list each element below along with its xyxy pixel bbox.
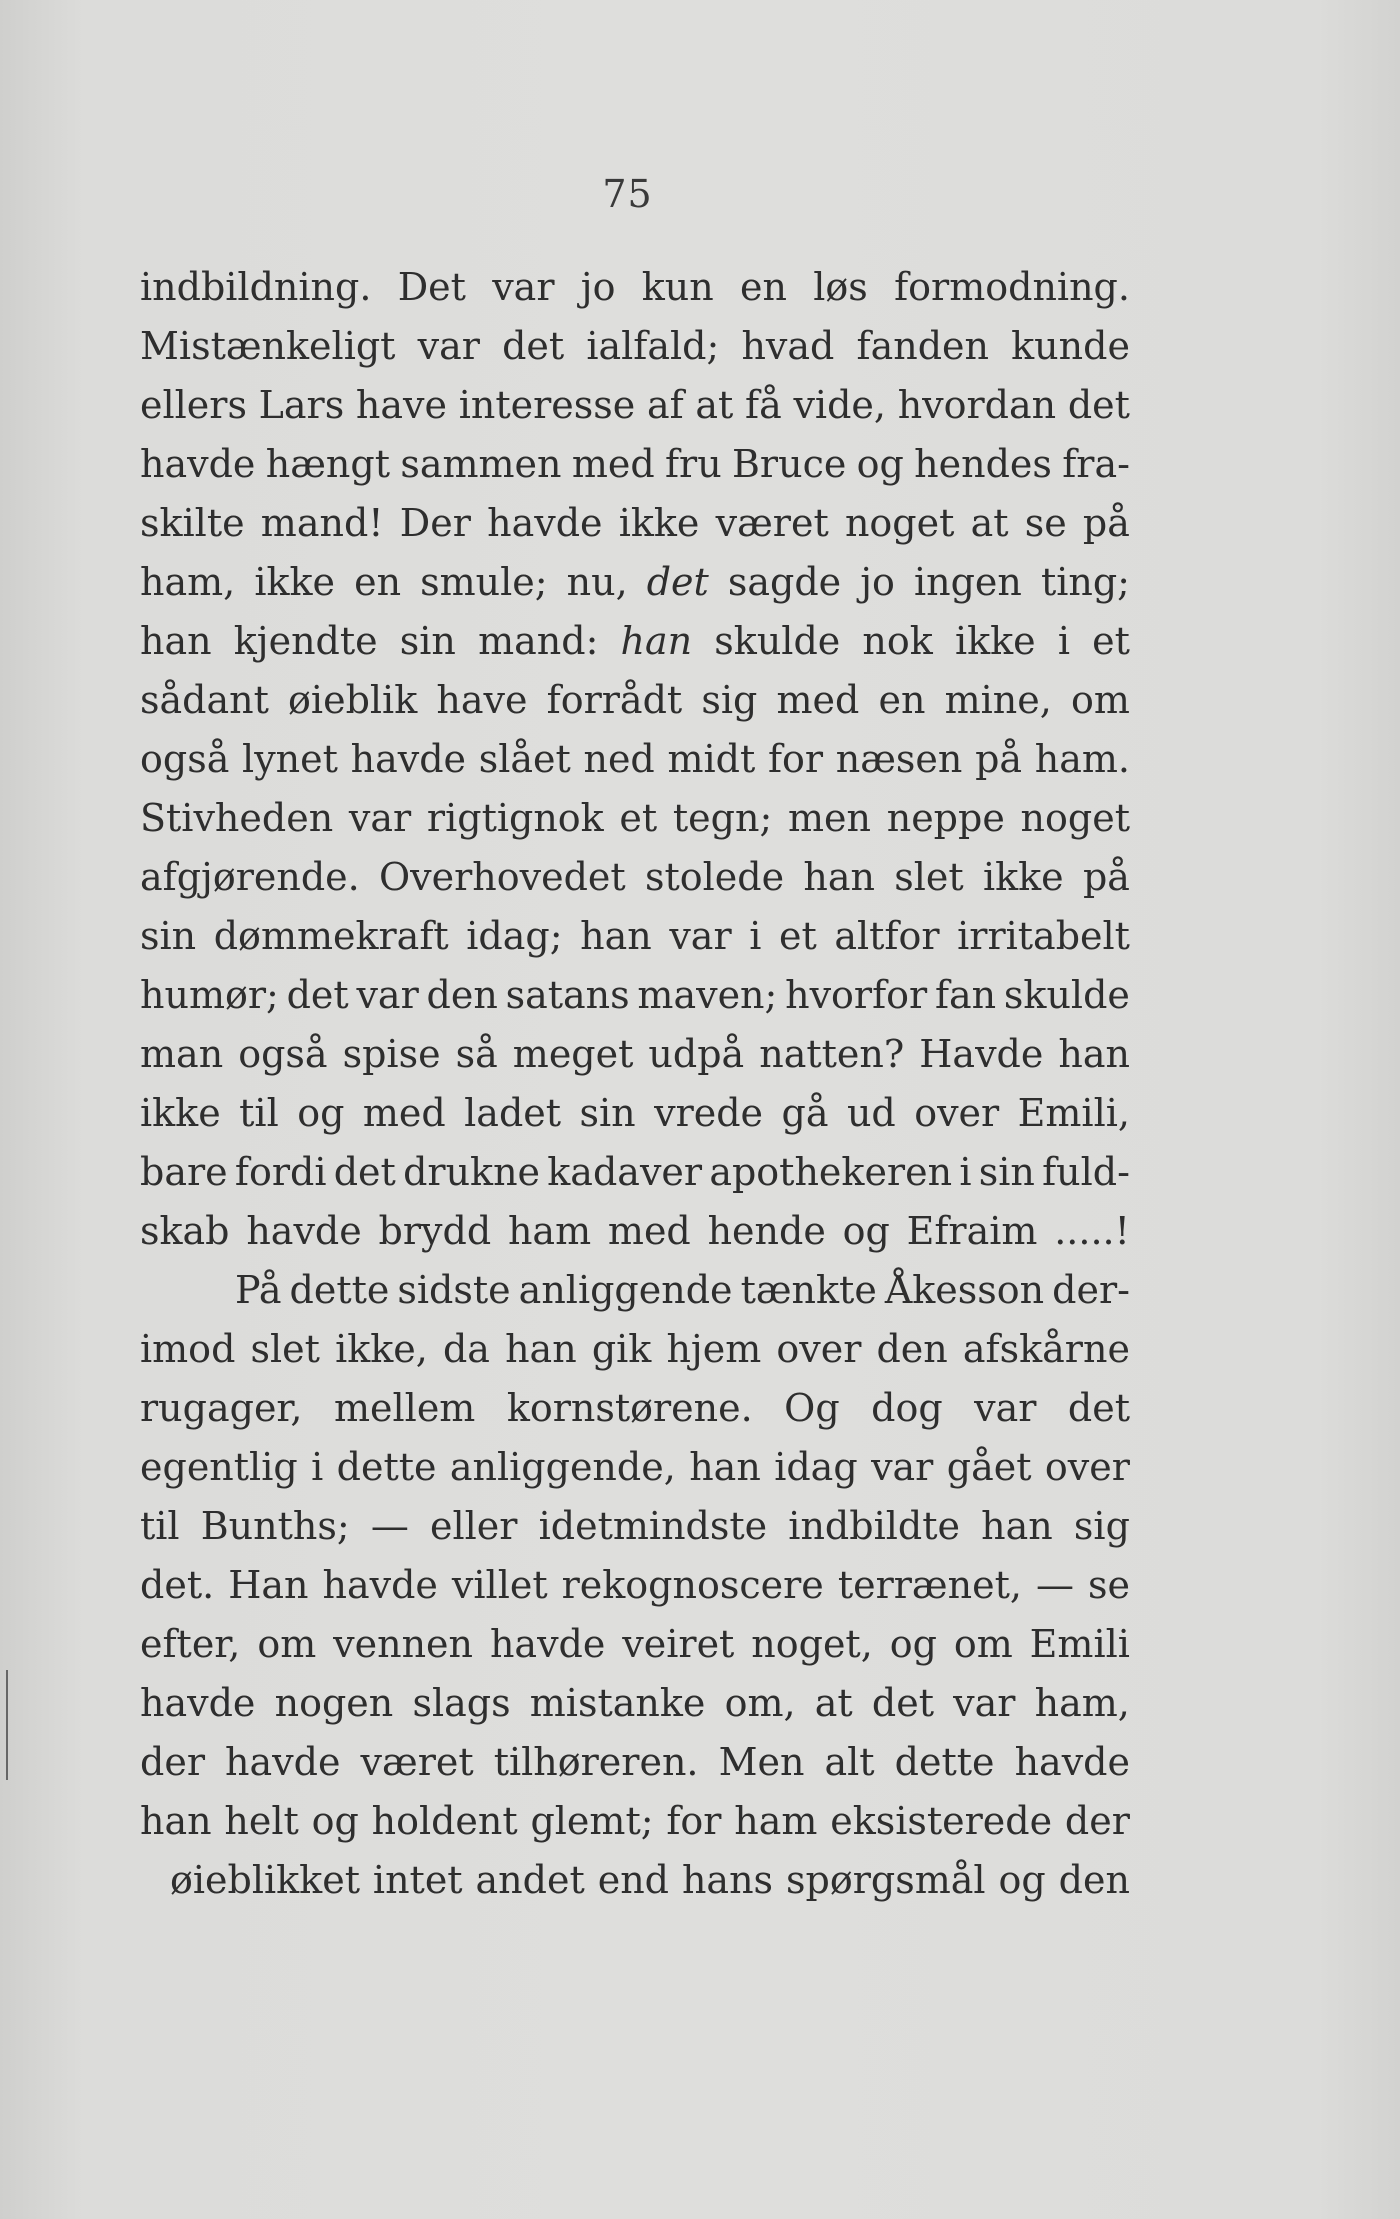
word: satans (505, 973, 630, 1017)
word: med (362, 1091, 446, 1135)
word: sammen (400, 442, 562, 486)
word: han (140, 619, 212, 663)
word: ham (507, 1209, 592, 1253)
word: han (803, 855, 875, 899)
word: da (442, 1327, 490, 1371)
word: maven; (637, 973, 778, 1017)
word: interesse (458, 383, 636, 427)
word: havde (246, 1209, 362, 1253)
word: ialfald; (586, 324, 720, 368)
text-line (140, 1674, 1130, 1733)
word: intet (372, 1858, 463, 1902)
word: meget (512, 1032, 634, 1076)
word: sidste (397, 1268, 511, 1312)
word: vennen (333, 1622, 474, 1666)
word: få (745, 383, 782, 427)
word: have (355, 383, 448, 427)
word: se (1087, 1563, 1130, 1607)
word: sin (579, 1091, 636, 1135)
word: spørgsmål (786, 1858, 986, 1902)
word: spise (342, 1032, 441, 1076)
word: irritabelt (957, 914, 1130, 958)
word: han (580, 914, 652, 958)
word: natten? (759, 1032, 905, 1076)
word: den (426, 973, 498, 1017)
word: den (876, 1327, 948, 1371)
word: havde (140, 442, 256, 486)
text-line (140, 1025, 1130, 1084)
word-italic: det (646, 560, 709, 604)
word: for (767, 737, 824, 781)
text-line (140, 1792, 1130, 1851)
word: i (311, 1445, 324, 1489)
word: tilhøreren. (493, 1740, 699, 1784)
word: fordi (234, 1150, 327, 1194)
text-line (140, 671, 1130, 730)
page-number: 75 (602, 172, 653, 216)
word: anliggende (518, 1268, 733, 1312)
word: hængt (265, 442, 390, 486)
word: og (998, 1858, 1046, 1902)
word: vrede (654, 1091, 764, 1135)
word: en (354, 560, 402, 604)
word: kunde (1011, 324, 1130, 368)
word: ting; (1040, 560, 1130, 604)
word: ud (846, 1091, 896, 1135)
word: om, (724, 1681, 796, 1725)
word: neppe (886, 796, 1005, 840)
word: havde (225, 1740, 341, 1784)
word: ikke (140, 1091, 221, 1135)
body-text (140, 258, 1130, 1910)
word: skulde (714, 619, 841, 663)
word: der (1064, 1799, 1130, 1843)
word: jo (580, 265, 616, 309)
word: sin (140, 914, 197, 958)
text-line (140, 435, 1130, 494)
word: dette (894, 1740, 995, 1784)
word: slet (250, 1327, 320, 1371)
word: en (740, 265, 787, 309)
word: forrådt (546, 678, 683, 722)
word-italic: han (620, 619, 693, 663)
text-line (140, 376, 1130, 435)
word: Emili (1029, 1622, 1130, 1666)
word: glemt; (530, 1799, 654, 1843)
word: ikke, (335, 1327, 428, 1371)
word: et (1092, 619, 1130, 663)
word: rugager, (140, 1386, 303, 1430)
word: Åkesson (884, 1268, 1045, 1312)
word: hvordan (897, 383, 1057, 427)
word: han (981, 1504, 1053, 1548)
word: på (975, 737, 1023, 781)
text-line (140, 1556, 1130, 1615)
word: et (778, 914, 817, 958)
word: skilte (140, 501, 245, 545)
word: Det (397, 265, 466, 309)
word: ham, (140, 560, 236, 604)
word: noget (844, 501, 955, 545)
word: øieblik (288, 678, 418, 722)
word: det (286, 973, 349, 1017)
word: Han (228, 1563, 309, 1607)
word: det (1067, 383, 1130, 427)
word: Havde (919, 1032, 1044, 1076)
word: imod (140, 1327, 236, 1371)
word: det (333, 1150, 396, 1194)
word: terrænet, (837, 1563, 1022, 1607)
word: over (914, 1091, 1000, 1135)
word: noget (1020, 796, 1130, 840)
word: nu, (566, 560, 628, 604)
text-line (140, 1497, 1130, 1556)
word: slået (478, 737, 571, 781)
text-line (140, 907, 1130, 966)
word: til (239, 1091, 279, 1135)
text-line (140, 612, 1130, 671)
word: og (856, 442, 904, 486)
word: anliggende, (449, 1445, 676, 1489)
word: apothekeren (709, 1150, 953, 1194)
word: ingen (913, 560, 1022, 604)
word: til (140, 1504, 180, 1548)
word: om (953, 1622, 1013, 1666)
word: og (311, 1799, 359, 1843)
word: været (715, 501, 829, 545)
word: gået (946, 1445, 1032, 1489)
word: og (297, 1091, 345, 1135)
word: for (666, 1799, 722, 1843)
word: idag; (466, 914, 563, 958)
word: også (238, 1032, 328, 1076)
word: — (1035, 1563, 1074, 1607)
word: var (417, 324, 480, 368)
word: han (505, 1327, 577, 1371)
word: idetmindste (538, 1504, 768, 1548)
text-line (140, 789, 1130, 848)
word: havde (350, 737, 467, 781)
word: ham, (1034, 1681, 1130, 1725)
word: været (360, 1740, 474, 1784)
word: have (436, 678, 528, 722)
word: i (1057, 619, 1070, 663)
word: dog (871, 1386, 943, 1430)
word: havde (487, 501, 603, 545)
word: det (502, 324, 565, 368)
word: slet (894, 855, 964, 899)
word: gå (781, 1091, 829, 1135)
word: næsen (835, 737, 963, 781)
word: hendes (914, 442, 1052, 486)
text-line (140, 494, 1130, 553)
word: dette (336, 1445, 437, 1489)
word: i (749, 914, 762, 958)
word: havde (140, 1681, 256, 1725)
text-line (140, 258, 1130, 317)
text-line (140, 1733, 1130, 1792)
word: vide, (793, 383, 886, 427)
word: efter, (140, 1622, 241, 1666)
word: Emili, (1017, 1091, 1130, 1135)
word: havde (1014, 1740, 1130, 1784)
word: han (689, 1445, 761, 1489)
word: helt (224, 1799, 299, 1843)
word: drukne (403, 1150, 541, 1194)
word: .....! (1054, 1209, 1130, 1253)
word: kadaver (547, 1150, 703, 1194)
word: brydd (378, 1209, 492, 1253)
word: smule; (420, 560, 548, 604)
word: om (1071, 678, 1130, 722)
word: afgjørende. (140, 855, 360, 899)
word: han (140, 1799, 212, 1843)
word: ellers (140, 383, 247, 427)
text-line (140, 1851, 1130, 1910)
word: jo (860, 560, 895, 604)
word: af (646, 383, 684, 427)
word: fra- (1062, 442, 1130, 486)
word: at (814, 1681, 853, 1725)
word: sig (1073, 1504, 1130, 1548)
word: nok (862, 619, 933, 663)
word: sådant (140, 678, 269, 722)
word: ham (734, 1799, 818, 1843)
word: var (492, 265, 555, 309)
word: kornstørene. (506, 1386, 753, 1430)
word: et (619, 796, 658, 840)
word: noget, (751, 1622, 873, 1666)
word: humør; (140, 973, 279, 1017)
word: var (953, 1681, 1016, 1725)
word: indbildning. (140, 265, 372, 309)
word: med (607, 1209, 691, 1253)
word: i (959, 1150, 972, 1194)
word: Lars (258, 383, 345, 427)
word: og (889, 1622, 937, 1666)
text-line (140, 1143, 1130, 1202)
word: hende (707, 1209, 826, 1253)
word: midt (667, 737, 756, 781)
word: Stivheden (140, 796, 334, 840)
text-line (140, 1084, 1130, 1143)
word: på (1082, 855, 1130, 899)
word: om (257, 1622, 317, 1666)
word: hvad (741, 324, 835, 368)
word: kjendte (233, 619, 378, 663)
word: og (842, 1209, 890, 1253)
word: det (1067, 1386, 1130, 1430)
word: man (140, 1032, 224, 1076)
word: bare (140, 1150, 228, 1194)
word: idag (774, 1445, 858, 1489)
word: den (1058, 1858, 1130, 1902)
word: også (140, 737, 230, 781)
word: egentlig (140, 1445, 298, 1489)
word: se (1024, 501, 1067, 545)
word: stolede (644, 855, 785, 899)
word: På (235, 1268, 282, 1312)
word: end (597, 1858, 669, 1902)
word: der- (1052, 1268, 1130, 1312)
text-line (140, 966, 1130, 1025)
binding-edge-mark (6, 1670, 8, 1780)
word: skab (140, 1209, 230, 1253)
word: var (871, 1445, 934, 1489)
word: var (974, 1386, 1037, 1430)
word: skulde (1003, 973, 1130, 1017)
word: ikke (954, 619, 1036, 663)
word: Bruce (732, 442, 847, 486)
word: over (1044, 1445, 1130, 1489)
word: havde (322, 1563, 438, 1607)
word: Der (399, 501, 471, 545)
word: var (356, 973, 419, 1017)
text-line (140, 1379, 1130, 1438)
word: mine, (944, 678, 1052, 722)
word: at (970, 501, 1009, 545)
word: indbildte (788, 1504, 960, 1548)
text-line (140, 553, 1130, 612)
word: ladet (464, 1091, 562, 1135)
word: der (140, 1740, 205, 1784)
text-line-paragraph-start (140, 1261, 1130, 1320)
word: på (1082, 501, 1130, 545)
word: fan (934, 973, 997, 1017)
word: alt (824, 1740, 875, 1784)
word: tegn; (672, 796, 773, 840)
word: over (776, 1327, 862, 1371)
word: øieblikket (170, 1858, 360, 1902)
word: var (348, 796, 412, 840)
word: hans (681, 1858, 774, 1902)
word: det (871, 1681, 934, 1725)
word: lynet (242, 737, 338, 781)
word: mand: (478, 619, 599, 663)
word: hjem (666, 1327, 762, 1371)
word: altfor (834, 914, 940, 958)
word: dømmekraft (213, 914, 449, 958)
word: fanden (856, 324, 989, 368)
word: Mistænkeligt (140, 324, 396, 368)
word: mistanke (529, 1681, 706, 1725)
word: hvorfor (785, 973, 928, 1017)
word: Men (718, 1740, 805, 1784)
word: sagde (727, 560, 842, 604)
word: ikke (618, 501, 700, 545)
text-line (140, 848, 1130, 907)
word: formodning. (894, 265, 1130, 309)
word: at (695, 383, 734, 427)
word: nogen (274, 1681, 394, 1725)
word: Og (784, 1386, 840, 1430)
word: fuld- (1042, 1150, 1130, 1194)
word: afskårne (962, 1327, 1130, 1371)
word: sin (399, 619, 456, 663)
text-line (140, 1320, 1130, 1379)
word: gik (591, 1327, 652, 1371)
word: rigtignok (426, 796, 604, 840)
word: var (669, 914, 732, 958)
word: veiret (622, 1622, 735, 1666)
word: med (776, 678, 860, 722)
word: eller (430, 1504, 518, 1548)
word: havde (489, 1622, 606, 1666)
word: så (455, 1032, 498, 1076)
text-line (140, 730, 1130, 789)
word: det. (140, 1563, 215, 1607)
word: med (571, 442, 655, 486)
word: ikke (982, 855, 1064, 899)
word: løs (813, 265, 868, 309)
word: Bunths; (200, 1504, 350, 1548)
text-line (140, 1438, 1130, 1497)
text-line (140, 1615, 1130, 1674)
word: Efraim (906, 1209, 1038, 1253)
word: han (1058, 1032, 1130, 1076)
word: andet (475, 1858, 585, 1902)
word: mand! (260, 501, 384, 545)
word: Overhovedet (379, 855, 626, 899)
word: rekognoscere (561, 1563, 824, 1607)
word: fru (664, 442, 722, 486)
text-line (140, 1202, 1130, 1261)
word: slags (412, 1681, 511, 1725)
word: kun (641, 265, 714, 309)
text-line (140, 317, 1130, 376)
word: men (788, 796, 871, 840)
word: udpå (648, 1032, 745, 1076)
word: mellem (333, 1386, 476, 1430)
word: sig (701, 678, 758, 722)
word: villet (451, 1563, 548, 1607)
word: ham. (1034, 737, 1130, 781)
word: holdent (371, 1799, 518, 1843)
word: tænkte (740, 1268, 877, 1312)
word: sin (978, 1150, 1035, 1194)
word: en (878, 678, 926, 722)
word: eksisterede (830, 1799, 1053, 1843)
word: ned (583, 737, 655, 781)
word: — (370, 1504, 409, 1548)
word: dette (289, 1268, 390, 1312)
word: ikke (254, 560, 336, 604)
